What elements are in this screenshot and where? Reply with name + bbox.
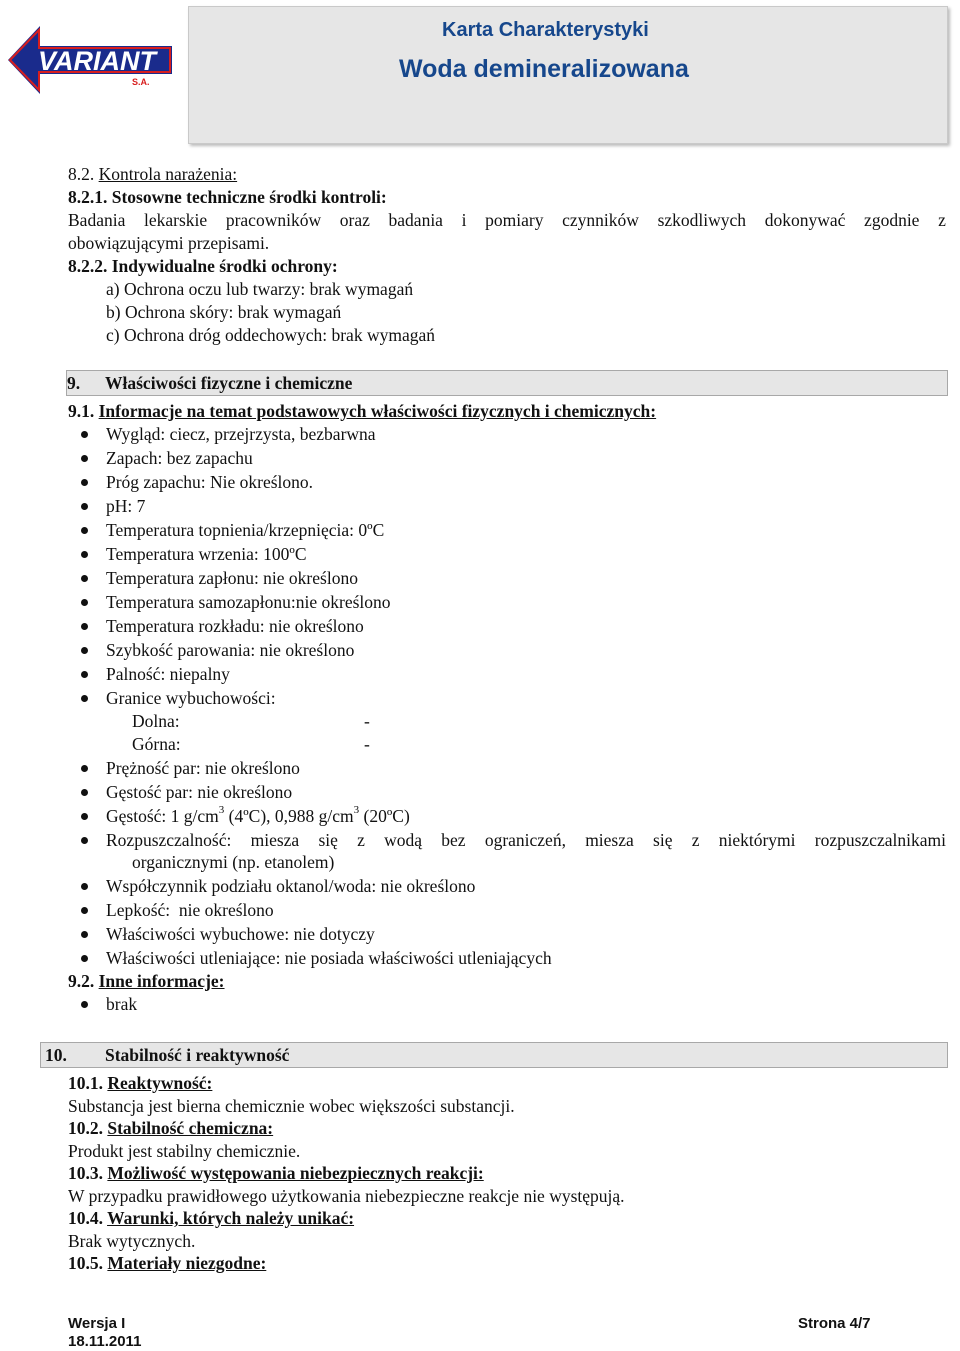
bullet-icon	[81, 813, 88, 820]
other-info-item: brak	[106, 994, 138, 1014]
property-item: Temperatura wrzenia: 100ºC	[106, 544, 307, 564]
section-8-2-1-text-line1	[68, 209, 946, 231]
word: zgodnie	[864, 210, 920, 230]
section-8-2-1-text-line2: obowiązującymi przepisami.	[68, 233, 270, 253]
subsection-text: Substancja jest bierna chemicznie wobec większości substancji.	[68, 1096, 515, 1116]
bullet-icon	[81, 503, 88, 510]
subsection-heading	[68, 1162, 484, 1184]
word: pracowników	[225, 210, 322, 230]
subsection-number: 10.3.	[68, 1163, 103, 1183]
word: się	[653, 830, 673, 850]
property-item: Temperatura rozkładu: nie określono	[106, 616, 364, 636]
logo-subtext: S.A.	[132, 77, 150, 87]
bullet-icon	[81, 551, 88, 558]
bullet-icon	[81, 527, 88, 534]
section-9-1-title: Informacje na temat podstawowych właściwości fizycznych i chemicznych:	[98, 401, 657, 421]
word: niektórymi	[718, 830, 796, 850]
word: badania	[388, 210, 443, 230]
property-item: pH: 7	[106, 496, 146, 516]
property-item: Granice wybuchowości:	[106, 688, 276, 708]
protection-item: a) Ochrona oczu lub twarzy: brak wymagań	[106, 279, 414, 299]
explosion-lower-label: Dolna:	[132, 711, 180, 731]
section-10-title: Stabilność i reaktywność	[105, 1045, 290, 1065]
company-logo	[4, 12, 176, 104]
property-item: Temperatura zapłonu: nie określono	[106, 568, 358, 588]
word: z	[691, 830, 700, 850]
property-item: Wygląd: ciecz, przejrzysta, bezbarwna	[106, 424, 376, 444]
section-10-number: 10.	[45, 1045, 67, 1065]
section-10-bar	[40, 1042, 948, 1068]
section-9-2-number: 9.2.	[68, 971, 95, 991]
protection-item: b) Ochrona skóry: brak wymagań	[106, 302, 342, 322]
bullet-icon	[81, 883, 88, 890]
word: wodą	[384, 830, 423, 850]
property-item: Palność: niepalny	[106, 664, 230, 684]
section-8-2-1-title: Stosowne techniczne środki kontroli:	[111, 187, 387, 207]
subsection-text: Brak wytycznych.	[68, 1231, 196, 1251]
density-text: (4ºC), 0,988 g/cm	[224, 806, 354, 826]
subsection-title: Stabilność chemiczna:	[107, 1118, 274, 1138]
section-8-2-heading	[68, 163, 237, 185]
bullet-icon	[81, 837, 88, 844]
subsection-text: W przypadku prawidłowego użytkowania niebezpieczne reakcje nie występują.	[68, 1186, 625, 1206]
word: ograniczeń,	[484, 830, 566, 850]
word: z	[357, 830, 365, 850]
bullet-icon	[81, 431, 88, 438]
subsection-title: Warunki, których należy unikać:	[107, 1208, 355, 1228]
document-header	[188, 6, 948, 144]
solubility-line1	[106, 829, 946, 851]
bullet-icon	[81, 931, 88, 938]
property-item: Temperatura topnienia/krzepnięcia: 0ºC	[106, 520, 385, 540]
subsection-title: Reaktywność:	[107, 1073, 213, 1093]
explosion-lower-value: -	[364, 711, 370, 731]
property-item: Prężność par: nie określono	[106, 758, 300, 778]
section-8-2-2-heading	[68, 255, 338, 277]
density-superscript: 3	[218, 804, 225, 817]
bullet-icon	[81, 789, 88, 796]
word: szkodliwych	[657, 210, 747, 230]
footer-version: Wersja I	[68, 1315, 126, 1332]
section-9-2-title: Inne informacje:	[98, 971, 225, 991]
word: oraz	[339, 210, 370, 230]
word: bez	[441, 830, 466, 850]
property-item: Szybkość parowania: nie określono	[106, 640, 355, 660]
section-8-2-title: Kontrola narażenia:	[98, 164, 238, 184]
section-9-2-heading	[68, 970, 225, 992]
word: lekarskie	[144, 210, 208, 230]
subsection-heading	[68, 1072, 212, 1094]
bullet-icon	[81, 575, 88, 582]
density-item	[106, 805, 410, 827]
property-item: Zapach: bez zapachu	[106, 448, 253, 468]
bullet-icon	[81, 907, 88, 914]
bullet-icon	[81, 695, 88, 702]
word: rozpuszczalnikami	[814, 830, 946, 850]
bullet-icon	[81, 479, 88, 486]
subsection-number: 10.4.	[68, 1208, 103, 1228]
section-9-number: 9.	[67, 373, 81, 393]
property-item: Lepkość: nie określono	[106, 900, 274, 920]
property-item: Współczynnik podziału oktanol/woda: nie określono	[106, 876, 476, 896]
bullet-icon	[81, 955, 88, 962]
bullet-icon	[81, 671, 88, 678]
subsection-title: Materiały niezgodne:	[107, 1253, 267, 1273]
word: z	[938, 210, 946, 230]
property-item: Gęstość par: nie określono	[106, 782, 293, 802]
section-8-2-2-number: 8.2.2.	[68, 256, 108, 276]
footer-page-number: Strona 4/7	[798, 1315, 871, 1332]
word: miesza	[585, 830, 634, 850]
protection-item: c) Ochrona dróg oddechowych: brak wymagań	[106, 325, 435, 345]
logo-text: VARIANT	[38, 46, 156, 76]
word: pomiary	[485, 210, 544, 230]
word: czynników	[562, 210, 639, 230]
product-name: Woda demineralizowana	[399, 55, 689, 83]
word: miesza	[250, 830, 300, 850]
explosion-upper-label: Górna:	[132, 734, 181, 754]
explosion-upper-value: -	[364, 734, 370, 754]
section-9-bar	[66, 370, 948, 396]
word: Badania	[68, 210, 126, 230]
word: dokonywać	[764, 210, 846, 230]
property-item: Właściwości wybuchowe: nie dotyczy	[106, 924, 375, 944]
property-item: Próg zapachu: Nie określono.	[106, 472, 314, 492]
subsection-title: Możliwość występowania niebezpiecznych reakcji:	[107, 1163, 484, 1183]
density-text: Gęstość: 1 g/cm	[106, 806, 219, 826]
bullet-icon	[81, 765, 88, 772]
document-type: Karta Charakterystyki	[442, 19, 649, 41]
bullet-icon	[81, 455, 88, 462]
section-9-1-number: 9.1.	[68, 401, 95, 421]
word: się	[318, 830, 338, 850]
section-8-2-1-heading	[68, 186, 387, 208]
word: Rozpuszczalność:	[106, 830, 232, 850]
bullet-icon	[81, 647, 88, 654]
subsection-heading	[68, 1207, 354, 1229]
density-text: (20ºC)	[359, 806, 410, 826]
section-8-2-1-number: 8.2.1.	[68, 187, 108, 207]
bullet-icon	[81, 1001, 88, 1008]
subsection-text: Produkt jest stabilny chemicznie.	[68, 1141, 301, 1161]
section-8-2-2-title: Indywidualne środki ochrony:	[111, 256, 338, 276]
solubility-line2: organicznymi (np. etanolem)	[132, 852, 335, 872]
subsection-heading	[68, 1252, 266, 1274]
density-superscript: 3	[353, 804, 360, 817]
subsection-number: 10.2.	[68, 1118, 103, 1138]
subsection-number: 10.1.	[68, 1073, 103, 1093]
footer-date: 18.11.2011	[68, 1333, 142, 1350]
subsection-number: 10.5.	[68, 1253, 103, 1273]
bullet-icon	[81, 599, 88, 606]
section-8-2-number: 8.2.	[68, 164, 95, 184]
section-9-title: Właściwości fizyczne i chemiczne	[105, 373, 353, 393]
property-item: Temperatura samozapłonu:nie określono	[106, 592, 391, 612]
subsection-heading	[68, 1117, 273, 1139]
property-item: Właściwości utleniające: nie posiada właściwości utleniających	[106, 948, 552, 968]
bullet-icon	[81, 623, 88, 630]
word: i	[461, 210, 467, 230]
section-9-1-heading	[68, 400, 656, 422]
